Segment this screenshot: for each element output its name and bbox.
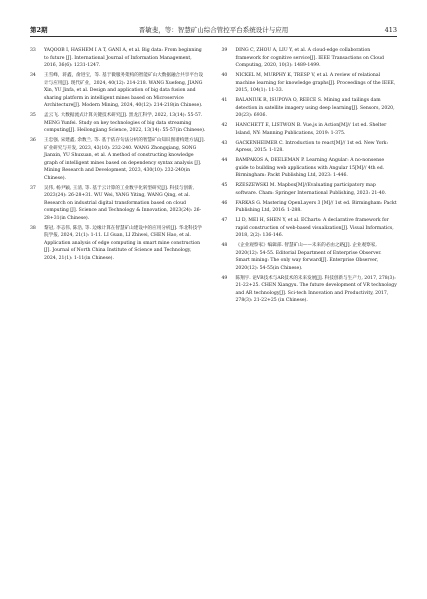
reference-text: NICKEL M, MURPHY K, TRESP V, et al. A review of relational machine learning for knowledge graphs[J]. Proceedings of the IEEE, 2015, 104(1): 11-33.	[235, 73, 396, 93]
reference-number: 49	[221, 275, 228, 281]
reference-number: 33	[30, 48, 36, 53]
reference-text: 陈翔宇. 论VR技术与AR技术的未来发展[J]. 科技创新与生产力, 2017, 278(3): 21-22+25. CHEN Xiangyu. The future development of VR technology and AR technology[J]. Sci-tech Innovation and Productivity, 2017, 278(3): 21-22+25 (in Chinese).	[235, 275, 397, 303]
reference-entry	[30, 137, 206, 182]
reference-number: 48	[221, 243, 228, 248]
reference-number: 38	[30, 225, 36, 231]
reference-entry	[30, 72, 206, 110]
reference-text: BALANIUK R, ISUPOVA O, REECE S. Mining and tailings dam detection in satellite imagery using deep learning[J]. Sensors, 2020, 20(23): 6936.	[235, 98, 395, 118]
reference-text: LI D, MEI H, SHEN Y, et al. ECharts: A declarative framework for rapid construction of web-based visualization[J]. Visual Informatics, 2018, 2(2): 136-146.	[235, 218, 394, 238]
reference-entry	[222, 157, 398, 180]
reference-number: 46	[221, 200, 228, 206]
reference-number: 39	[221, 48, 228, 53]
reference-number: 45	[221, 183, 228, 188]
running-header	[30, 21, 397, 37]
reference-entry	[30, 185, 206, 223]
reference-text: 《企业观察家》编辑部. 智慧矿山——未来的必由之路[J]. 企业观察家, 2020(12): 54-55. Editorial Department of Enterprise Observer. Smart mining: The only way forward[J]. Enterprise Observer, 2020(12): 54-55(in Chinese).	[235, 243, 382, 271]
reference-text: YAQOOB I, HASHEM I A T, GANI A, et al. Big data: From beginning to future [J]. International Journal of Information Management, 2016, 36(6): 1231-1247.	[44, 48, 202, 68]
reference-number: 36	[30, 138, 36, 143]
reference-text: GACKENHEIMER C. Introduction to react[M]// 1st ed. New York: Apress, 2015: 1-128.	[235, 140, 388, 153]
reference-entry	[30, 112, 206, 135]
issue-number: 第2期	[30, 26, 48, 34]
reference-entry	[30, 225, 206, 263]
reference-number: 37	[30, 185, 36, 191]
reference-entry	[30, 47, 206, 70]
reference-number: 34	[30, 73, 36, 78]
reference-number: 44	[221, 158, 228, 163]
reference-column-left	[30, 47, 206, 307]
reference-text: HANCHETT E, LISTWON B. Vue.js in Action[M]// 1st ed. Shelter Island, NY: Manning Publications, 2019: 1-375.	[235, 123, 387, 136]
reference-entry	[222, 275, 398, 305]
reference-text: 王雪峰，蒋鑫，俞进宝，等. 基于微服务架构的智能矿山大数据融合共享平台设计与应用[J]. 现代矿业，2024, 40(12): 214-218. WANG Xuefeng, JIANG Xin, YU Jinfa, et al. Design and application of big data fusion and sharing platform in intelligent mines based on Microservice Architecture[J]. Modern Mining, 2024, 40(12): 214-218(in Chinese).	[44, 73, 204, 108]
reference-entry	[222, 217, 398, 240]
reference-text: 黎冠, 李志伟, 陈浩, 等. 边缘计算在智慧矿山建设中的应用分析[J]. 华北科技学院学报, 2024, 21(1): 1-11. LI Guan, LI Zhiwei, CHEN Hao, et al. Application analysis of edge computing in smart mine construction [J]. Journal of North China Institute of Science and Technology, 2024, 21(1): 1-11(in Chinese).	[44, 225, 202, 261]
reference-entry	[222, 47, 398, 70]
page-number: 413	[384, 26, 397, 34]
reference-number: 47	[221, 218, 228, 223]
reference-entry	[222, 72, 398, 95]
reference-entry	[222, 122, 398, 137]
reference-text: 孟云飞. 大数据流式计算关键技术研究[J]. 黑龙江科学, 2022, 13(14): 55-57. MENG Yunfei. Study on key technologies of big data streaming computing[J]. Heilongjiang Science, 2022, 13(14): 55-57(in Chinese).	[44, 113, 206, 133]
reference-columns	[30, 47, 397, 307]
reference-entry	[222, 242, 398, 272]
reference-number: 42	[221, 123, 228, 128]
reference-entry	[222, 182, 398, 197]
running-title: 晋敏斐，等：智慧矿山综合管控平台系统设计与应用	[138, 26, 289, 34]
reference-text: 王忠强, 宋建鑫, 余数兰, 等. 基于依存句法分析的智慧矿山知识图谱构建方法[J]. 矿业研究与开发, 2023, 43(10): 232-240. WANG Zhongqiang, SONG Jianxin, YU Shuxuan, et al. A method of constructing knowledge graph of intelligent mines based on dependency syntax analysis [J]. Mining Research and Development, 2023, 430(10): 232-240(in Chinese).	[44, 138, 205, 181]
reference-text: DING C, ZHOU A, LIU Y, et al. A cloud-edge collaboration framework for cognitive service[J]. IEEE Transactions on Cloud Computing, 2020, 10(3): 1489-1499.	[235, 48, 384, 68]
reference-entry	[222, 200, 398, 215]
reference-number: 41	[221, 98, 228, 103]
reference-text: RZESZEWSKI M. Mapbox[M]//Evaluating participatory map software. Cham: Springer International Publishing, 2023: 21-40.	[235, 183, 387, 196]
reference-text: FARKAS G. Mastering OpenLayers 3 [M]// 1st ed. Birmingham: Packt Publishing Ltd, 2016: 1-288.	[235, 200, 397, 213]
reference-text: 吴伟, 杨尹颖, 王清, 等. 基于云计算的工业数字化转型研究[J]. 科技与创新, 2023(24): 26-28+31. WU Wei, YANG Yiting, WANG Qing, et al. Research on industrial digital transformation based on cloud computing [J]. Science and Technology & Innovation, 2023(24): 26-28+31(in Chinese).	[44, 185, 202, 221]
reference-entry	[222, 140, 398, 155]
reference-number: 40	[221, 73, 228, 78]
reference-text: BAMPAKOS A, DEELEMAN P. Learning Angular: A no-nonsense guide to building web applications with Angular 15[M]// 4th ed. Birmingham: Packt Publishing Ltd, 2023: 1-446.	[235, 158, 385, 178]
reference-number: 43	[221, 140, 228, 146]
reference-number: 35	[30, 113, 36, 118]
reference-entry	[222, 97, 398, 120]
reference-column-right	[222, 47, 398, 307]
